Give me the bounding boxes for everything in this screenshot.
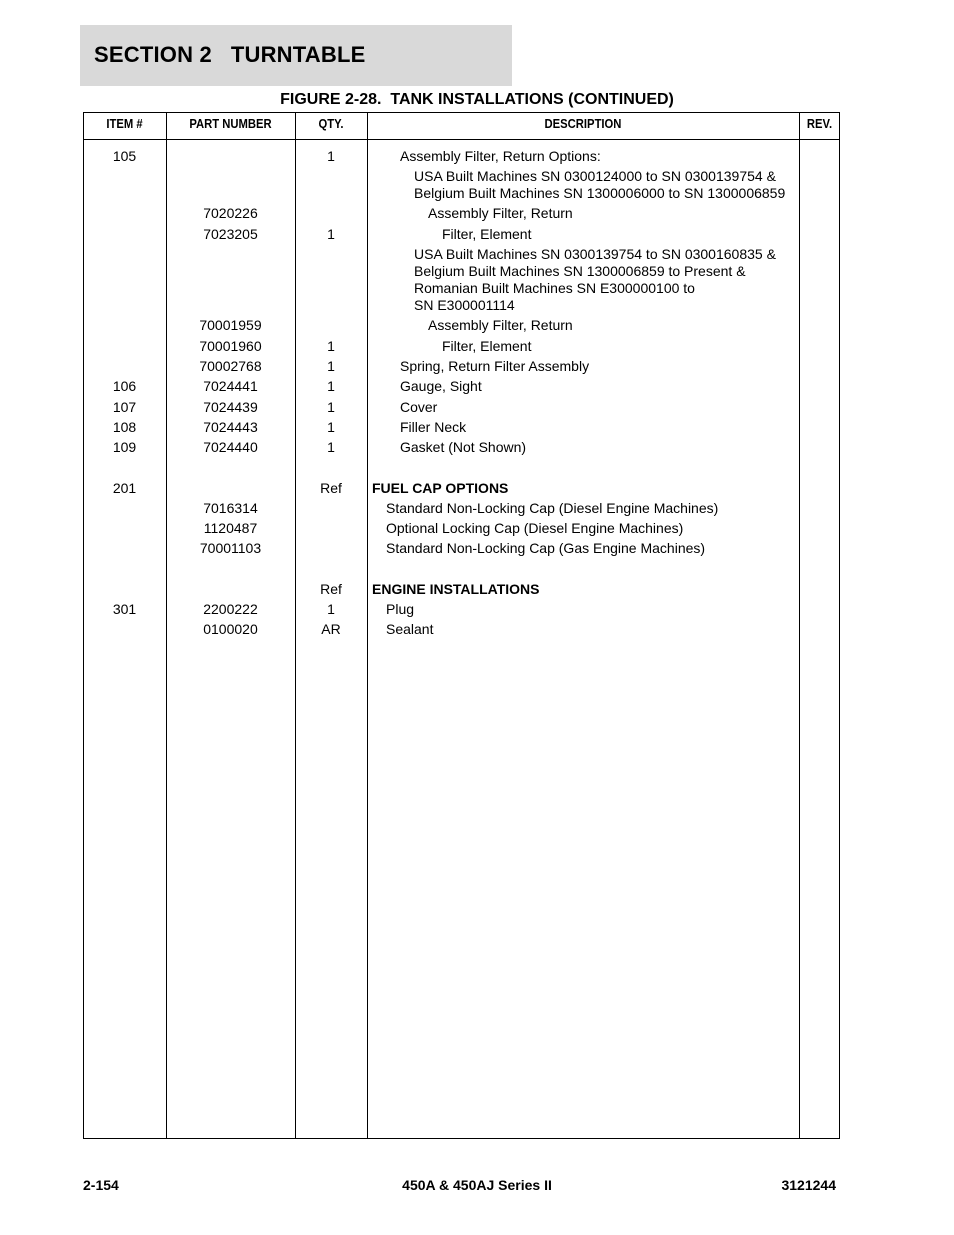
description: Gauge, Sight bbox=[400, 378, 482, 394]
table-row bbox=[83, 148, 840, 168]
figure-title: FIGURE 2-28. TANK INSTALLATIONS (CONTINUED) bbox=[280, 91, 674, 108]
description: Romanian Built Machines SN E300000100 to bbox=[414, 280, 695, 296]
quantity: 1 bbox=[327, 358, 335, 374]
quantity: 1 bbox=[327, 399, 335, 415]
header-part-number: PART NUMBER bbox=[189, 117, 272, 131]
quantity: 1 bbox=[327, 601, 335, 617]
quantity: Ref bbox=[320, 480, 342, 496]
description: Filter, Element bbox=[442, 226, 532, 242]
quantity: 1 bbox=[327, 439, 335, 455]
table-row bbox=[83, 540, 840, 560]
part-number: 1120487 bbox=[203, 520, 258, 536]
quantity: Ref bbox=[320, 581, 342, 597]
description: Plug bbox=[386, 601, 415, 617]
item-number: 109 bbox=[112, 439, 137, 455]
quantity: 1 bbox=[327, 378, 335, 394]
description: Standard Non-Locking Cap (Gas Engine Machines) bbox=[386, 540, 706, 556]
description: Sealant bbox=[386, 621, 434, 637]
table-row bbox=[83, 480, 840, 500]
part-number: 70001960 bbox=[199, 338, 262, 354]
quantity: 1 bbox=[327, 419, 335, 435]
item-number: 106 bbox=[112, 378, 137, 394]
part-number: 7024443 bbox=[203, 419, 258, 435]
description: Belgium Built Machines SN 1300006859 to Present & bbox=[414, 263, 746, 279]
page-number: 2-154 bbox=[83, 1177, 119, 1193]
description: FUEL CAP OPTIONS bbox=[372, 480, 509, 496]
description: Assembly Filter, Return bbox=[428, 317, 573, 333]
table-row bbox=[83, 185, 840, 205]
description: Filter, Element bbox=[442, 338, 532, 354]
description: Cover bbox=[400, 399, 438, 415]
quantity: 1 bbox=[327, 338, 335, 354]
item-number: 107 bbox=[112, 399, 137, 415]
part-number: 7016314 bbox=[203, 500, 258, 516]
description: Assembly Filter, Return Options: bbox=[400, 148, 601, 164]
header-description: DESCRIPTION bbox=[544, 117, 622, 131]
part-number: 7020226 bbox=[203, 205, 258, 221]
table-row bbox=[83, 205, 840, 225]
document-number: 3121244 bbox=[781, 1177, 836, 1193]
quantity: 1 bbox=[327, 226, 335, 242]
table-row bbox=[83, 297, 840, 317]
table-row bbox=[83, 581, 840, 601]
description: Spring, Return Filter Assembly bbox=[400, 358, 590, 374]
part-number: 7024440 bbox=[203, 439, 258, 455]
part-number: 7024441 bbox=[203, 378, 258, 394]
table-row bbox=[83, 317, 840, 337]
item-number: 301 bbox=[112, 601, 137, 617]
description: Gasket (Not Shown) bbox=[400, 439, 527, 455]
model-name: 450A & 450AJ Series II bbox=[402, 1177, 552, 1193]
part-number: 70001103 bbox=[199, 540, 262, 556]
section-title: SECTION 2 TURNTABLE bbox=[94, 42, 366, 67]
table-row bbox=[83, 358, 840, 378]
part-number: 2200222 bbox=[203, 601, 258, 617]
part-number: 7023205 bbox=[203, 226, 258, 242]
header-rev: REV. bbox=[806, 117, 833, 131]
description: Standard Non-Locking Cap (Diesel Engine Machines) bbox=[386, 500, 719, 516]
table-row bbox=[83, 500, 840, 520]
header-item: ITEM # bbox=[106, 117, 143, 131]
header-qty: QTY. bbox=[318, 117, 344, 131]
quantity: 1 bbox=[327, 148, 335, 164]
description: SN E300001114 bbox=[414, 297, 515, 313]
description: ENGINE INSTALLATIONS bbox=[372, 581, 540, 597]
table-row bbox=[83, 399, 840, 419]
table-row bbox=[83, 378, 840, 398]
description: USA Built Machines SN 0300139754 to SN 0300160835 & bbox=[414, 246, 776, 262]
item-number: 108 bbox=[112, 419, 137, 435]
table-row bbox=[83, 226, 840, 246]
quantity: AR bbox=[321, 621, 341, 637]
table-row bbox=[83, 338, 840, 358]
table-row bbox=[83, 621, 840, 641]
table-row bbox=[83, 520, 840, 540]
description: Optional Locking Cap (Diesel Engine Machines) bbox=[386, 520, 684, 536]
table-row bbox=[83, 419, 840, 439]
description: Filler Neck bbox=[400, 419, 467, 435]
header-divider bbox=[83, 139, 840, 140]
part-number: 0100020 bbox=[203, 621, 258, 637]
table-row bbox=[83, 439, 840, 459]
item-number: 201 bbox=[112, 480, 137, 496]
part-number: 70002768 bbox=[199, 358, 262, 374]
description: Belgium Built Machines SN 1300006000 to SN 1300006859 bbox=[414, 185, 786, 201]
table-row bbox=[83, 601, 840, 621]
description: Assembly Filter, Return bbox=[428, 205, 573, 221]
item-number: 105 bbox=[112, 148, 137, 164]
part-number: 70001959 bbox=[199, 317, 262, 333]
description: USA Built Machines SN 0300124000 to SN 0300139754 & bbox=[414, 168, 776, 184]
part-number: 7024439 bbox=[203, 399, 258, 415]
